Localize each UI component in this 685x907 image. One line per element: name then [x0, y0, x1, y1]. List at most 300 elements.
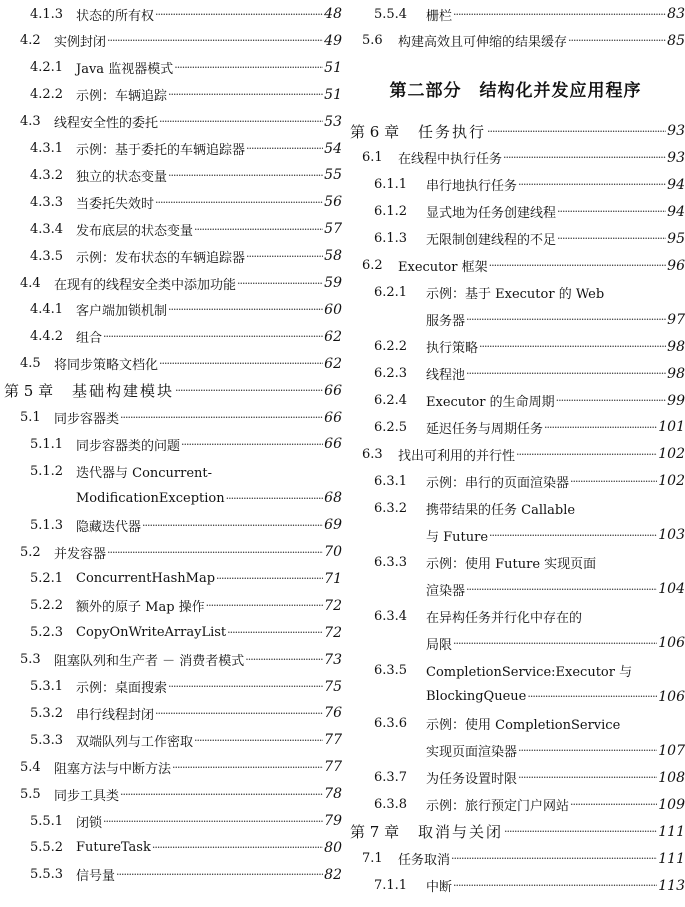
toc-page-number: 54 — [324, 140, 342, 157]
toc-entry-row — [0, 326, 342, 348]
toc-page-number: 71 — [324, 570, 342, 587]
leader-dots — [237, 277, 323, 290]
toc-entry-title: 服务器 — [426, 314, 466, 330]
toc-entry-title: 实现页面渲染器 — [426, 745, 518, 761]
toc-entry-number: 6.2.3 — [374, 366, 408, 382]
toc-entry-number: 6.1 — [362, 150, 383, 166]
toc-page-number: 70 — [324, 544, 342, 560]
toc-entry-row — [346, 632, 685, 654]
leader-dots — [544, 421, 657, 434]
toc-entry-number: 4.4 — [20, 275, 41, 291]
toc-page-number: 95 — [667, 230, 685, 247]
toc-page-number: 80 — [324, 839, 342, 856]
leader-dots — [557, 232, 666, 245]
leader-dots — [487, 125, 666, 138]
toc-entry-row — [346, 551, 685, 573]
toc-entry-title: 线程安全性的委托 — [54, 116, 159, 132]
toc-entry-row — [346, 740, 685, 762]
toc-page-number: 107 — [658, 742, 685, 759]
toc-entry-title: 构建高效且可伸缩的结果缓存 — [398, 35, 568, 51]
toc-page-number: 77 — [324, 732, 342, 749]
toc-page-number: 66 — [324, 409, 342, 426]
toc-entry-title: 并发容器 — [54, 546, 107, 562]
toc-entry-number: 4.2.2 — [30, 87, 64, 103]
toc-entry-number: 第 5 章 — [4, 382, 54, 401]
toc-entry-number: 4.3.2 — [30, 167, 64, 183]
leader-dots — [245, 653, 323, 666]
toc-entry-number: 4.3.3 — [30, 194, 64, 210]
toc-entry-title: Executor 的生命周期 — [426, 395, 555, 410]
toc-entry-number: 5.2.1 — [30, 571, 64, 587]
leader-dots — [451, 852, 657, 865]
leader-dots — [159, 115, 323, 128]
toc-entry-row — [0, 164, 342, 186]
toc-entry-title: 执行策略 — [426, 341, 479, 357]
leader-dots — [120, 411, 323, 424]
toc-entry-row — [346, 605, 685, 627]
leader-dots — [120, 788, 323, 801]
toc-entry-row — [0, 111, 342, 133]
leader-dots — [152, 841, 323, 854]
toc-entry-row — [346, 336, 685, 358]
toc-entry-number: 5.1.3 — [30, 517, 64, 533]
toc-entry-title: 迭代器与 Concurrent- — [76, 465, 213, 481]
toc-entry-title: 示例：基于委托的车辆追踪器 — [76, 143, 246, 158]
toc-entry-number: 5.5.1 — [30, 813, 64, 829]
toc-entry-title: 在现有的线程安全类中添加功能 — [54, 277, 237, 293]
toc-entry-number: 4.3.4 — [30, 221, 64, 237]
toc-page-number: 96 — [667, 257, 685, 274]
leader-dots — [168, 88, 323, 101]
toc-entry-row — [346, 390, 685, 412]
toc-entry-title: Executor 框架 — [398, 260, 488, 276]
toc-entry-row — [0, 138, 342, 160]
toc-entry-number: 5.2.2 — [30, 598, 64, 614]
toc-entry-row — [346, 3, 685, 25]
toc-entry-row — [346, 470, 685, 492]
leader-dots — [466, 583, 657, 596]
toc-entry-row — [0, 837, 342, 859]
leader-dots — [168, 169, 323, 182]
leader-dots — [246, 250, 323, 263]
toc-entry-row — [346, 659, 685, 681]
toc-entry-row — [346, 497, 685, 519]
toc-entry-title: 中断 — [426, 880, 453, 896]
toc-page-number: 69 — [324, 517, 342, 534]
leader-dots — [466, 367, 666, 380]
toc-entry-title: 信号量 — [76, 869, 116, 885]
toc-entry-row — [0, 30, 342, 52]
toc-entry-title: 同步容器类 — [54, 412, 120, 427]
toc-entry-number: 6.3.8 — [374, 797, 408, 813]
toc-entry-number: 4.3 — [20, 114, 41, 130]
toc-entry-title: 额外的原子 Map 操作 — [76, 600, 205, 616]
toc-page-number: 49 — [324, 32, 342, 49]
leader-dots — [466, 313, 666, 326]
toc-entry-row — [346, 282, 685, 304]
toc-entry-row — [0, 487, 342, 509]
toc-entry-title: 实例封闭 — [54, 35, 107, 51]
toc-entry-row — [346, 309, 685, 331]
toc-entry-number: 6.2 — [362, 258, 383, 274]
toc-entry-number: 5.5 — [20, 786, 41, 802]
toc-entry-row — [346, 578, 685, 600]
toc-page-number: 93 — [667, 149, 685, 166]
toc-entry-title: 客户端加锁机制 — [76, 304, 168, 320]
toc-entry-title: 阻塞方法与中断方法 — [54, 761, 172, 777]
toc-entry-row — [0, 541, 342, 563]
leader-dots — [489, 529, 657, 542]
toc-entry-row — [0, 729, 342, 751]
toc-entry-title: 与 Future — [426, 529, 489, 545]
toc-entry-row — [0, 676, 342, 698]
toc-entry-number: 6.3.2 — [374, 500, 408, 516]
leader-dots — [194, 734, 323, 747]
toc-entry-number: 5.4 — [20, 759, 41, 775]
toc-entry-row — [0, 245, 342, 267]
toc-page-number: 62 — [324, 328, 342, 345]
toc-entry-row — [346, 201, 685, 223]
toc-entry-row — [0, 191, 342, 213]
toc-entry-row — [0, 353, 342, 375]
toc-chapter-row — [346, 120, 685, 142]
toc-page-number: 101 — [658, 419, 685, 436]
toc-entry-row — [346, 174, 685, 196]
leader-dots — [172, 761, 323, 774]
toc-page-number: 59 — [324, 275, 342, 291]
toc-entry-title: 串行线程封闭 — [76, 707, 155, 723]
toc-entry-row — [0, 702, 342, 724]
toc-entry-number: 6.1.1 — [374, 177, 408, 193]
leader-dots — [181, 438, 323, 451]
toc-entry-title: Java 监视器模式 — [76, 62, 174, 78]
toc-chapter-row — [346, 821, 685, 843]
toc-page-number: 104 — [658, 581, 685, 598]
toc-entry-title: 任务执行 — [418, 122, 487, 141]
leader-dots — [479, 340, 666, 353]
toc-page-number: 94 — [667, 203, 685, 220]
leader-dots — [155, 707, 323, 720]
toc-entry-row — [346, 848, 685, 870]
toc-entry-number: 6.2.2 — [374, 339, 408, 355]
leader-dots — [103, 330, 323, 343]
toc-entry-title: 同步容器类的问题 — [76, 438, 181, 454]
toc-entry-title: ConcurrentHashMap — [76, 571, 216, 587]
toc-entry-number: 6.2.5 — [374, 419, 408, 435]
toc-entry-title: 示例：使用 Future 实现页面 — [426, 556, 597, 572]
toc-page-number: 103 — [658, 527, 685, 544]
toc-entry-title: 示例：基于 Executor 的 Web — [426, 287, 605, 303]
leader-dots — [168, 680, 323, 693]
toc-entry-title: 独立的状态变量 — [76, 169, 168, 185]
toc-entry-number: 4.4.1 — [30, 302, 64, 318]
toc-entry-title: 在线程中执行任务 — [398, 152, 503, 168]
toc-entry-title: 示例：发布状态的车辆追踪器 — [76, 250, 246, 266]
leader-dots — [489, 259, 667, 272]
leader-dots — [155, 8, 323, 21]
toc-entry-row — [0, 649, 342, 671]
toc-entry-row — [0, 84, 342, 106]
toc-entry-title: 显式地为任务创建线程 — [426, 206, 557, 222]
toc-entry-number: 4.2.1 — [30, 60, 64, 76]
toc-entry-title: CompletionService:Executor 与 — [426, 664, 633, 680]
leader-dots — [453, 8, 666, 21]
toc-page-number: 83 — [667, 6, 685, 22]
toc-entry-row — [346, 228, 685, 250]
toc-entry-row — [0, 272, 342, 294]
toc-page-number: 53 — [324, 113, 342, 130]
leader-dots — [570, 798, 657, 811]
toc-entry-row — [346, 713, 685, 735]
toc-entry-title: BlockingQueue — [426, 689, 527, 705]
leader-dots — [168, 303, 323, 316]
toc-page-number: 111 — [658, 823, 685, 840]
toc-page-number: 75 — [324, 678, 342, 695]
toc-entry-title: 组合 — [76, 331, 103, 347]
leader-dots — [453, 879, 657, 892]
toc-entry-row — [0, 460, 342, 482]
toc-entry-title: 阻塞队列和生产者 － 消费者模式 — [54, 654, 245, 670]
toc-entry-title: 同步工具类 — [54, 788, 120, 804]
toc-entry-title: 示例：旅行预定门户网站 — [426, 799, 570, 815]
toc-entry-title: 为任务设置时限 — [426, 772, 518, 788]
leader-dots — [557, 205, 666, 218]
toc-entry-number: 6.3.3 — [374, 554, 408, 570]
toc-page-number: 106 — [658, 635, 685, 652]
toc-entry-row — [346, 147, 685, 169]
toc-page-number: 77 — [324, 759, 342, 776]
toc-entry-row — [0, 3, 342, 25]
toc-entry-number: 6.2.1 — [374, 285, 408, 301]
leader-dots — [556, 394, 667, 407]
leader-dots — [527, 690, 657, 703]
leader-dots — [194, 223, 323, 236]
toc-entry-number: 6.3.5 — [374, 662, 408, 678]
toc-entry-number: 5.3 — [20, 652, 41, 668]
toc-entry-number: 5.5.3 — [30, 867, 64, 883]
leader-dots — [107, 546, 323, 559]
toc-entry-title: 携带结果的任务 Callable — [426, 502, 576, 518]
toc-entry-title: 示例：车辆追踪 — [76, 89, 168, 105]
toc-entry-number: 6.3 — [362, 446, 383, 462]
toc-page-number: 55 — [324, 167, 342, 184]
toc-page-number: 60 — [324, 301, 342, 318]
leader-dots — [175, 384, 323, 397]
toc-page-number: 48 — [324, 6, 342, 22]
toc-entry-title: FutureTask — [76, 840, 151, 856]
toc-page-number: 51 — [324, 86, 342, 103]
toc-page-number: 82 — [324, 866, 342, 883]
toc-entry-title: 闭锁 — [76, 815, 103, 831]
toc-entry-row — [346, 875, 685, 897]
toc-entry-row — [346, 416, 685, 438]
toc-entry-row — [0, 622, 342, 644]
toc-page-number: 73 — [324, 651, 342, 668]
toc-entry-row — [346, 30, 685, 52]
toc-entry-title: 找出可利用的并行性 — [398, 448, 516, 464]
toc-entry-number: 5.1.2 — [30, 463, 64, 479]
toc-entry-number: 6.1.2 — [374, 204, 408, 220]
toc-entry-row — [346, 363, 685, 385]
toc-entry-row — [0, 57, 342, 79]
toc-page-number: 57 — [324, 221, 342, 238]
toc-entry-number: 4.2 — [20, 33, 41, 49]
toc-entry-title: 任务取消 — [398, 853, 451, 869]
toc-page-number: 85 — [667, 32, 685, 49]
toc-entry-title: 示例：串行的页面渲染器 — [426, 475, 570, 491]
toc-entry-number: 5.3.3 — [30, 732, 64, 748]
toc-entry-number: 6.1.3 — [374, 231, 408, 247]
toc-entry-row — [0, 514, 342, 536]
toc-page-number: 94 — [667, 176, 685, 193]
toc-entry-row — [346, 794, 685, 816]
toc-page-number: 51 — [324, 59, 342, 76]
toc-page-number: 113 — [658, 877, 685, 894]
toc-entry-number: 4.5 — [20, 356, 41, 372]
toc-entry-number: 第 6 章 — [350, 122, 400, 141]
toc-page-number: 102 — [658, 473, 685, 490]
toc-entry-number: 5.3.2 — [30, 705, 64, 721]
toc-page-number: 62 — [324, 355, 342, 372]
toc-entry-number: 4.3.5 — [30, 248, 64, 264]
toc-entry-number: 6.3.4 — [374, 608, 408, 624]
toc-entry-row — [0, 299, 342, 321]
leader-dots — [453, 637, 657, 650]
toc-page-number: 108 — [658, 769, 685, 786]
leader-dots — [159, 357, 323, 370]
leader-dots — [155, 196, 323, 209]
toc-entry-number: 6.3.1 — [374, 473, 408, 489]
leader-dots — [518, 178, 666, 191]
toc-entry-title: 发布底层的状态变量 — [76, 223, 194, 239]
toc-page-number: 97 — [667, 311, 685, 328]
leader-dots — [216, 572, 323, 585]
toc-entry-number: 7.1.1 — [374, 878, 408, 894]
toc-entry-number: 5.5.4 — [374, 6, 408, 22]
toc-entry-title: 局限 — [426, 637, 453, 653]
leader-dots — [570, 475, 657, 488]
toc-entry-number: 5.3.1 — [30, 679, 64, 694]
toc-page-number: 109 — [658, 796, 685, 813]
toc-page-number: 78 — [324, 786, 342, 803]
part-title: 第二部分 结构化并发应用程序 — [389, 81, 642, 101]
toc-entry-number: 4.3.1 — [30, 141, 64, 156]
toc-page-number: 72 — [324, 597, 342, 614]
leader-dots — [107, 34, 323, 47]
toc-entry-number: 6.3.6 — [374, 716, 408, 732]
toc-page-number: 102 — [658, 446, 685, 463]
leader-dots — [503, 151, 666, 164]
toc-page-number: 98 — [667, 338, 685, 355]
leader-dots — [103, 815, 323, 828]
toc-page-number: 76 — [324, 705, 342, 722]
leader-dots — [206, 599, 324, 612]
toc-entry-title: 将同步策略文档化 — [54, 358, 159, 374]
toc-entry-row — [0, 407, 342, 429]
toc-page-number: 98 — [667, 365, 685, 382]
toc-entry-number: 5.2.3 — [30, 625, 64, 641]
toc-entry-row — [0, 433, 342, 455]
leader-dots — [142, 519, 323, 532]
toc-entry-title: 示例：使用 CompletionService — [426, 718, 621, 734]
toc-entry-row — [346, 255, 685, 277]
toc-entry-title: 线程池 — [426, 368, 466, 384]
toc-entry-number: 4.4.2 — [30, 329, 64, 345]
toc-page-number: 66 — [324, 436, 342, 453]
toc-entry-row — [0, 756, 342, 778]
toc-entry-number: 5.5.2 — [30, 840, 64, 856]
leader-dots — [227, 626, 323, 639]
toc-entry-number: 6.3.7 — [374, 770, 408, 786]
toc-entry-number: 5.2 — [20, 544, 41, 560]
leader-dots — [568, 34, 666, 47]
toc-entry-title: 串行地执行任务 — [426, 179, 518, 195]
toc-entry-number: 4.1.3 — [30, 6, 64, 22]
toc-entry-number: 6.2.4 — [374, 393, 408, 408]
toc-entry-title: 当委托失效时 — [76, 196, 155, 212]
toc-entry-number: 5.6 — [362, 33, 383, 49]
toc-entry-title: 在异构任务并行化中存在的 — [426, 610, 583, 626]
leader-dots — [116, 868, 323, 881]
toc-entry-number: 7.1 — [362, 851, 383, 867]
toc-entry-title: 取消与关闭 — [418, 823, 504, 842]
toc-entry-title: 无限制创建线程的不足 — [426, 233, 557, 249]
toc-entry-number: 5.1.1 — [30, 436, 64, 452]
toc-page-number: 58 — [324, 248, 342, 265]
toc-entry-title: 示例：桌面搜索 — [76, 681, 168, 696]
toc-entry-title: ModificationException — [76, 490, 225, 506]
toc-entry-title: 延迟任务与周期任务 — [426, 421, 544, 437]
toc-page-number: 56 — [324, 194, 342, 211]
leader-dots — [504, 825, 657, 838]
toc-page-number: 72 — [324, 624, 342, 641]
toc-entry-row — [346, 524, 685, 546]
leader-dots — [516, 448, 657, 461]
toc-entry-row — [346, 767, 685, 789]
toc-entry-row — [346, 686, 685, 708]
toc-page-number: 106 — [658, 688, 685, 705]
toc-chapter-row — [0, 380, 342, 402]
toc-entry-number: 5.1 — [20, 410, 41, 425]
toc-entry-row — [0, 568, 342, 590]
toc-entry-row — [0, 595, 342, 617]
leader-dots — [226, 492, 324, 505]
leader-dots — [518, 771, 657, 784]
toc-entry-row — [0, 864, 342, 886]
toc-page-number: 99 — [667, 392, 685, 409]
toc-entry-title: 双端队列与工作密取 — [76, 734, 194, 750]
toc-entry-title: 状态的所有权 — [76, 8, 155, 24]
toc-entry-row — [0, 810, 342, 832]
toc-page-number: 66 — [324, 382, 342, 399]
leader-dots — [518, 744, 657, 757]
toc-entry-row — [346, 443, 685, 465]
toc-page-number: 79 — [324, 813, 342, 829]
toc-entry-title: CopyOnWriteArrayList — [76, 625, 227, 641]
leader-dots — [246, 142, 323, 155]
toc-entry-title: 基础构建模块 — [72, 382, 175, 401]
leader-dots — [174, 61, 323, 74]
toc-entry-title: 栅栏 — [426, 8, 453, 24]
toc-page-number: 111 — [658, 850, 685, 867]
toc-page-number: 93 — [667, 123, 685, 139]
toc-entry-title: 渲染器 — [426, 583, 466, 599]
toc-entry-row — [0, 218, 342, 240]
toc-entry-number: 第 7 章 — [350, 823, 400, 842]
toc-entry-title: 隐藏迭代器 — [76, 519, 142, 535]
toc-page-number: 68 — [324, 490, 342, 507]
toc-entry-row — [0, 783, 342, 805]
